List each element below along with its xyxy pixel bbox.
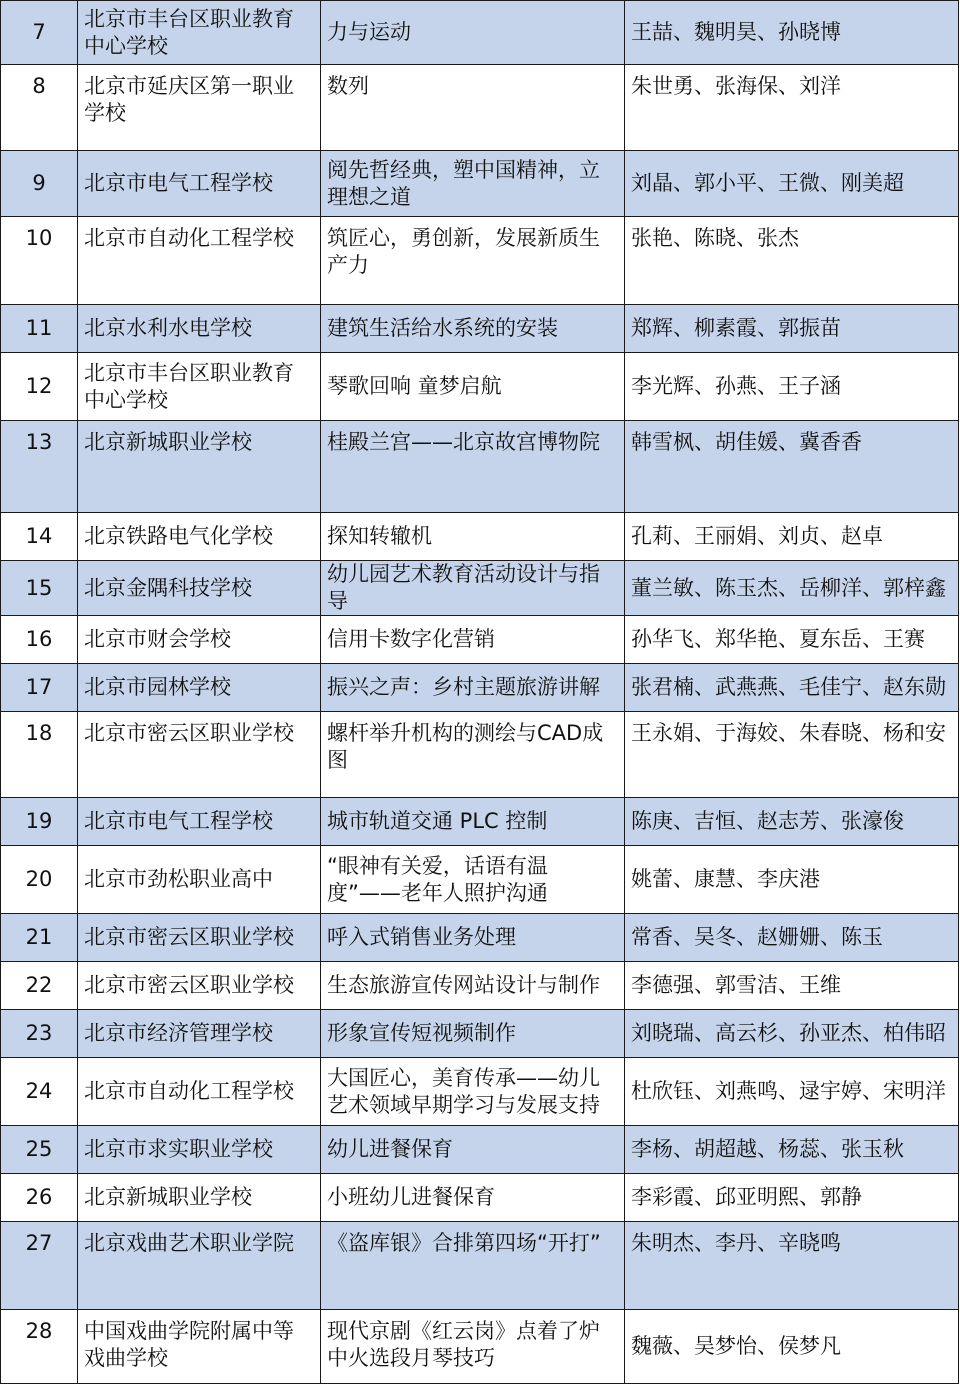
table-row: [1, 1174, 959, 1222]
course-title: 数列: [321, 65, 625, 151]
team-members: 韩雪枫、胡佳媛、冀香香: [625, 421, 959, 513]
school-name: 北京市电气工程学校: [78, 151, 321, 217]
row-number: 28: [1, 1310, 78, 1384]
team-members: 姚蕾、康慧、李庆港: [625, 846, 959, 914]
course-title: 桂殿兰宫——北京故宫博物院: [321, 421, 625, 513]
row-number: 12: [1, 353, 78, 421]
course-title: 形象宣传短视频制作: [321, 1010, 625, 1058]
school-name: 北京市劲松职业高中: [78, 846, 321, 914]
course-title: 幼儿进餐保育: [321, 1126, 625, 1174]
row-number: 22: [1, 962, 78, 1010]
school-name: 北京新城职业学校: [78, 421, 321, 513]
course-title: 呼入式销售业务处理: [321, 914, 625, 962]
course-title: 现代京剧《红云岗》点着了炉中火选段月琴技巧: [321, 1310, 625, 1384]
table-row: [1, 1010, 959, 1058]
course-title: 生态旅游宣传网站设计与制作: [321, 962, 625, 1010]
table-row: [1, 798, 959, 846]
table-row: [1, 1058, 959, 1126]
table-row: [1, 712, 959, 798]
team-members: 郑辉、柳素霞、郭振苗: [625, 305, 959, 353]
team-members: 王永娟、于海姣、朱春晓、杨和安: [625, 712, 959, 798]
row-number: 18: [1, 712, 78, 798]
course-title: 小班幼儿进餐保育: [321, 1174, 625, 1222]
team-members: 魏薇、吴梦怡、侯梦凡: [625, 1310, 959, 1384]
row-number: 21: [1, 914, 78, 962]
table-row: [1, 561, 959, 616]
school-name: 北京铁路电气化学校: [78, 513, 321, 561]
table-row: [1, 217, 959, 305]
row-number: 23: [1, 1010, 78, 1058]
team-members: 李光辉、孙燕、王子涵: [625, 353, 959, 421]
team-members: 张艳、陈晓、张杰: [625, 217, 959, 305]
table-row: [1, 1, 959, 65]
course-title: 《盗库银》合排第四场“开打”: [321, 1222, 625, 1310]
team-members: 朱明杰、李丹、辛晓鸣: [625, 1222, 959, 1310]
row-number: 16: [1, 616, 78, 664]
row-number: 19: [1, 798, 78, 846]
course-title: 力与运动: [321, 1, 625, 65]
course-title: 建筑生活给水系统的安装: [321, 305, 625, 353]
row-number: 14: [1, 513, 78, 561]
course-title: 城市轨道交通 PLC 控制: [321, 798, 625, 846]
row-number: 24: [1, 1058, 78, 1126]
table-row: [1, 65, 959, 151]
school-name: 北京市自动化工程学校: [78, 1058, 321, 1126]
team-members: 杜欣钰、刘燕鸣、逯宇婷、宋明洋: [625, 1058, 959, 1126]
course-title: 大国匠心，美育传承——幼儿艺术领域早期学习与发展支持: [321, 1058, 625, 1126]
team-members: 李彩霞、邱亚明熙、郭静: [625, 1174, 959, 1222]
table-row: [1, 1126, 959, 1174]
team-members: 朱世勇、张海保、刘洋: [625, 65, 959, 151]
course-title: 幼儿园艺术教育活动设计与指导: [321, 561, 625, 616]
table-row: [1, 513, 959, 561]
team-members: 王喆、魏明昊、孙晓博: [625, 1, 959, 65]
school-name: 北京市丰台区职业教育中心学校: [78, 1, 321, 65]
course-title: 信用卡数字化营销: [321, 616, 625, 664]
school-name: 北京市求实职业学校: [78, 1126, 321, 1174]
row-number: 8: [1, 65, 78, 151]
team-members: 刘晓瑞、高云杉、孙亚杰、柏伟昭: [625, 1010, 959, 1058]
table-row: [1, 353, 959, 421]
course-title: 阅先哲经典，塑中国精神，立理想之道: [321, 151, 625, 217]
school-name: 北京市密云区职业学校: [78, 914, 321, 962]
school-name: 北京市延庆区第一职业学校: [78, 65, 321, 151]
school-name: 北京市丰台区职业教育中心学校: [78, 353, 321, 421]
table-row: [1, 151, 959, 217]
course-title: 振兴之声：乡村主题旅游讲解: [321, 664, 625, 712]
school-name: 北京水利水电学校: [78, 305, 321, 353]
school-name: 北京戏曲艺术职业学院: [78, 1222, 321, 1310]
award-table-body: [1, 1, 959, 1384]
school-name: 北京市电气工程学校: [78, 798, 321, 846]
course-title: 筑匠心，勇创新，发展新质生产力: [321, 217, 625, 305]
school-name: 北京市经济管理学校: [78, 1010, 321, 1058]
school-name: 北京市密云区职业学校: [78, 712, 321, 798]
row-number: 7: [1, 1, 78, 65]
team-members: 张君楠、武燕燕、毛佳宁、赵东勋: [625, 664, 959, 712]
team-members: 陈庚、吉恒、赵志芳、张濠俊: [625, 798, 959, 846]
school-name: 北京市园林学校: [78, 664, 321, 712]
table-row: [1, 914, 959, 962]
row-number: 10: [1, 217, 78, 305]
team-members: 李杨、胡超越、杨蕊、张玉秋: [625, 1126, 959, 1174]
row-number: 26: [1, 1174, 78, 1222]
team-members: 李德强、郭雪洁、王维: [625, 962, 959, 1010]
school-name: 北京市密云区职业学校: [78, 962, 321, 1010]
school-name: 北京市财会学校: [78, 616, 321, 664]
row-number: 9: [1, 151, 78, 217]
team-members: 孔莉、王丽娟、刘贞、赵卓: [625, 513, 959, 561]
row-number: 20: [1, 846, 78, 914]
table-row: [1, 846, 959, 914]
table-row: [1, 616, 959, 664]
course-title: 琴歌回响 童梦启航: [321, 353, 625, 421]
team-members: 常香、吴冬、赵姗姗、陈玉: [625, 914, 959, 962]
table-row: [1, 305, 959, 353]
row-number: 25: [1, 1126, 78, 1174]
course-title: 探知转辙机: [321, 513, 625, 561]
school-name: 北京市自动化工程学校: [78, 217, 321, 305]
row-number: 13: [1, 421, 78, 513]
school-name: 北京金隅科技学校: [78, 561, 321, 616]
course-title: “眼神有关爱，话语有温度”——老年人照护沟通: [321, 846, 625, 914]
team-members: 刘晶、郭小平、王微、刚美超: [625, 151, 959, 217]
table-row: [1, 1310, 959, 1384]
team-members: 董兰敏、陈玉杰、岳柳洋、郭梓鑫: [625, 561, 959, 616]
course-title: 螺杆举升机构的测绘与CAD成图: [321, 712, 625, 798]
table-row: [1, 1222, 959, 1310]
row-number: 27: [1, 1222, 78, 1310]
school-name: 中国戏曲学院附属中等戏曲学校: [78, 1310, 321, 1384]
table-row: [1, 421, 959, 513]
row-number: 15: [1, 561, 78, 616]
school-name: 北京新城职业学校: [78, 1174, 321, 1222]
table-row: [1, 664, 959, 712]
row-number: 17: [1, 664, 78, 712]
table-row: [1, 962, 959, 1010]
row-number: 11: [1, 305, 78, 353]
team-members: 孙华飞、郑华艳、夏东岳、王赛: [625, 616, 959, 664]
